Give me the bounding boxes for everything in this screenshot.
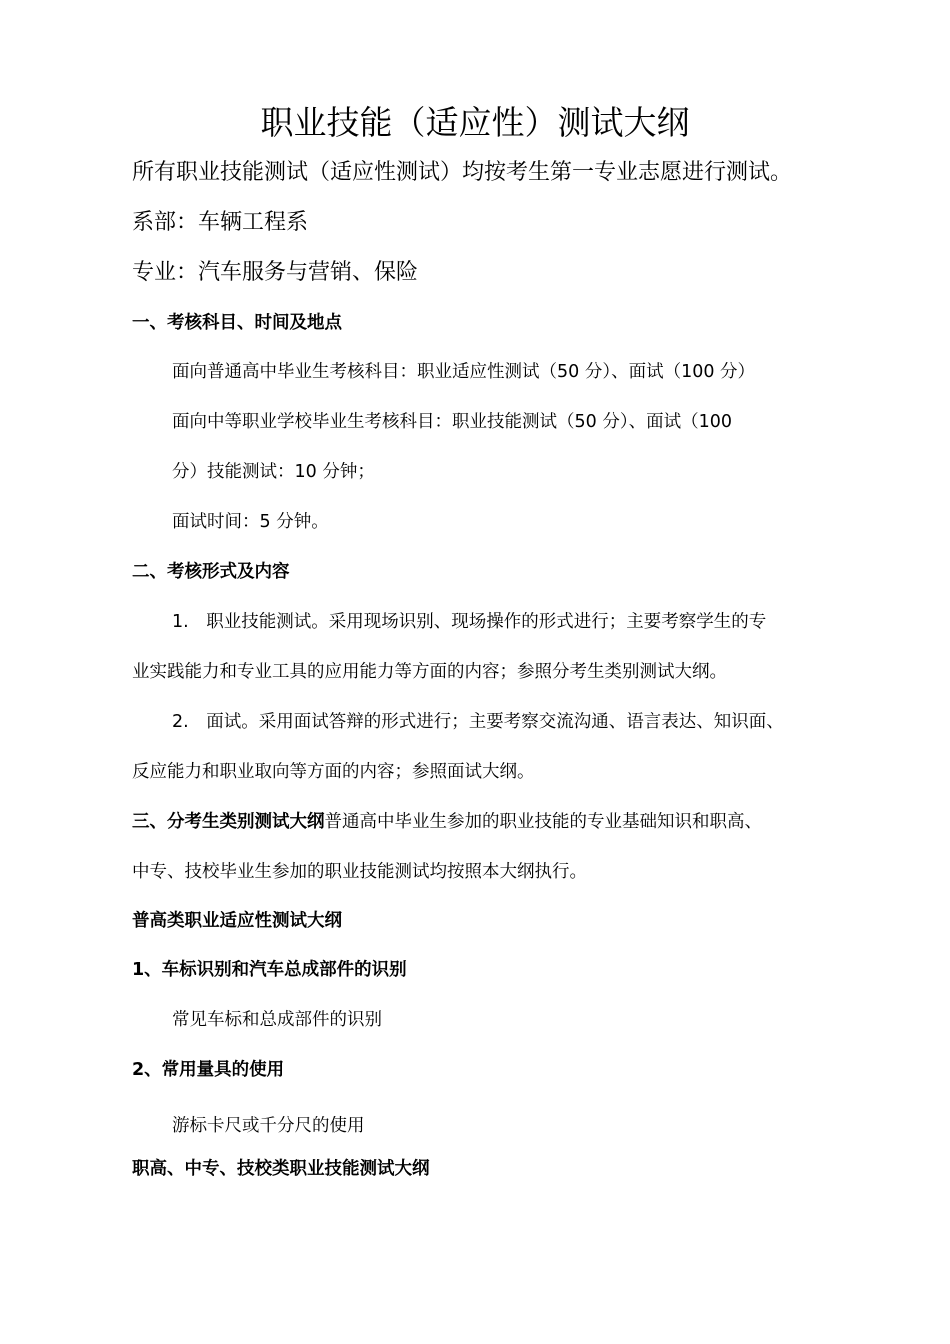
section3-heading: 三、分考生类别测试大纲 xyxy=(132,812,325,832)
department-line: 系部：车辆工程系 xyxy=(132,210,309,235)
section1-line1: 面向普通高中毕业生考核科目：职业适应性测试（50 分）、面试（100 分） xyxy=(172,362,756,382)
section2-item2-second: 反应能力和职业取向等方面的内容；参照面试大纲。 xyxy=(132,762,535,782)
vocational-heading: 职高、中专、技校类职业技能测试大纲 xyxy=(132,1159,430,1179)
section1-line4: 面试时间：5 分钟。 xyxy=(172,512,329,532)
general-item1-text: 常见车标和总成部件的识别 xyxy=(172,1010,382,1030)
general-item2-text: 游标卡尺或千分尺的使用 xyxy=(172,1116,365,1136)
section2-item2-first: 2. 面试。采用面试答辩的形式进行；主要考察交流沟通、语言表达、知识面、 xyxy=(172,712,784,732)
section1-line2: 面向中等职业学校毕业生考核科目：职业技能测试（50 分）、面试（100 xyxy=(172,412,732,432)
section2-item1-first: 1. 职业技能测试。采用现场识别、现场操作的形式进行；主要考察学生的专 xyxy=(172,612,767,632)
section3-text-second: 中专、技校毕业生参加的职业技能测试均按照本大纲执行。 xyxy=(132,862,587,882)
section3-text-first: 普通高中毕业生参加的职业技能的专业基础知识和职高、 xyxy=(324,812,762,832)
section2-heading: 二、考核形式及内容 xyxy=(132,562,290,582)
general-item2-heading: 2、常用量具的使用 xyxy=(132,1060,285,1080)
section1-heading: 一、考核科目、时间及地点 xyxy=(132,313,342,333)
document-title: 职业技能（适应性）测试大纲 xyxy=(260,103,690,142)
section2-item1-second: 业实践能力和专业工具的应用能力等方面的内容；参照分考生类别测试大纲。 xyxy=(132,662,727,682)
intro-text: 所有职业技能测试（适应性测试）均按考生第一专业志愿进行测试。 xyxy=(132,160,793,185)
major-line: 专业：汽车服务与营销、保险 xyxy=(132,260,419,285)
general-item1-heading: 1、车标识别和汽车总成部件的识别 xyxy=(132,960,407,980)
section3-paragraph xyxy=(132,814,762,832)
section1-line3: 分）技能测试：10 分钟； xyxy=(172,462,375,482)
general-heading: 普高类职业适应性测试大纲 xyxy=(132,911,342,931)
